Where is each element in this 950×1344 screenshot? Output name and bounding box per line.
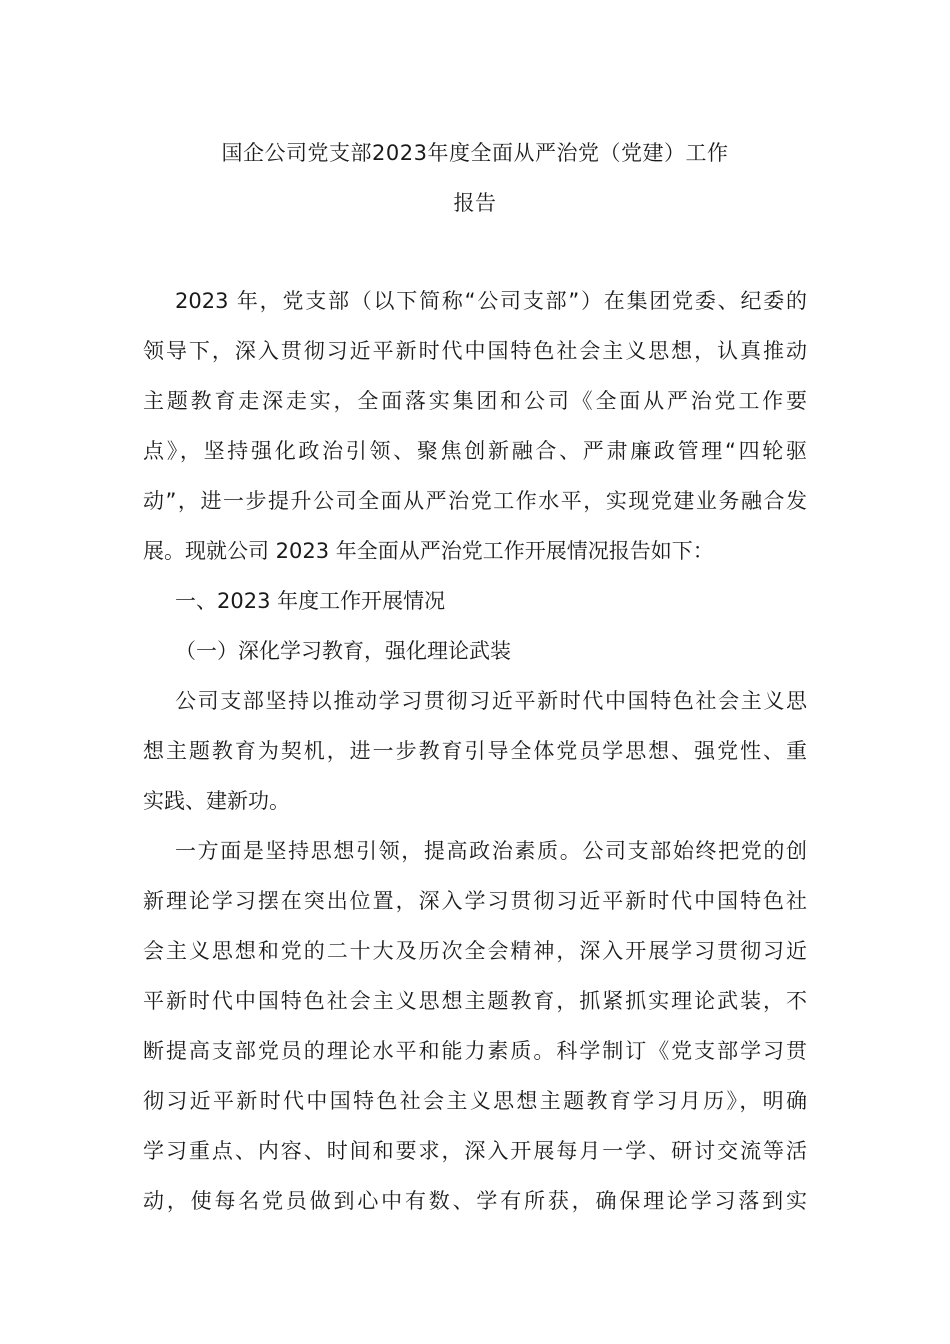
- text-line: 2023 年，党支部（以下简称“公司支部”）在集团党委、纪委的: [175, 289, 807, 313]
- text-line: 学习重点、内容、时间和要求，深入开展每月一学、研讨交流等活: [143, 1139, 807, 1163]
- text-line: 领导下，深入贯彻习近平新时代中国特色社会主义思想，认真推动: [143, 339, 807, 363]
- text-line: 会主义思想和党的二十大及历次全会精神，深入开展学习贯彻习近: [143, 939, 807, 963]
- text-line: 平新时代中国特色社会主义思想主题教育，抓紧抓实理论武装，不: [143, 989, 807, 1013]
- title-line: 报告: [453, 191, 497, 215]
- text-line: 动，使每名党员做到心中有数、学有所获，确保理论学习落到实: [143, 1189, 807, 1213]
- section-heading: [143, 576, 807, 626]
- text-line: 一方面是坚持思想引领，提高政治素质。公司支部始终把党的创: [175, 839, 807, 863]
- text-line: 新理论学习摆在突出位置，深入学习贯彻习近平新时代中国特色社: [143, 889, 807, 913]
- text-line: 动”，进一步提升公司全面从严治党工作水平，实现党建业务融合发: [143, 489, 807, 513]
- paragraph-study: [143, 676, 807, 826]
- text-line: （一）深化学习教育，强化理论武装: [175, 639, 511, 663]
- text-line: 公司支部坚持以推动学习贯彻习近平新时代中国特色社会主义思: [175, 689, 807, 713]
- text-line: 点》，坚持强化政治引领、聚焦创新融合、严肃廉政管理“四轮驱: [143, 439, 807, 463]
- subsection-heading: [143, 626, 807, 676]
- text-line: 断提高支部党员的理论水平和能力素质。科学制订《党支部学习贯: [143, 1039, 807, 1063]
- title-line: 国企公司党支部2023年度全面从严治党（党建）工作: [221, 141, 729, 165]
- text-line: 一、2023 年度工作开展情况: [175, 589, 446, 613]
- document-title: [143, 128, 807, 228]
- text-line: 彻习近平新时代中国特色社会主义思想主题教育学习月历》，明确: [143, 1089, 807, 1113]
- paragraph-thought-leadership: [143, 826, 807, 1226]
- document-body: [143, 276, 807, 1226]
- text-line: 主题教育走深走实，全面落实集团和公司《全面从严治党工作要: [143, 389, 807, 413]
- text-line: 展。现就公司 2023 年全面从严治党工作开展情况报告如下：: [143, 539, 714, 563]
- text-line: 想主题教育为契机，进一步教育引导全体党员学思想、强党性、重: [143, 739, 807, 763]
- paragraph-intro: [143, 276, 807, 576]
- text-line: 实践、建新功。: [143, 789, 290, 813]
